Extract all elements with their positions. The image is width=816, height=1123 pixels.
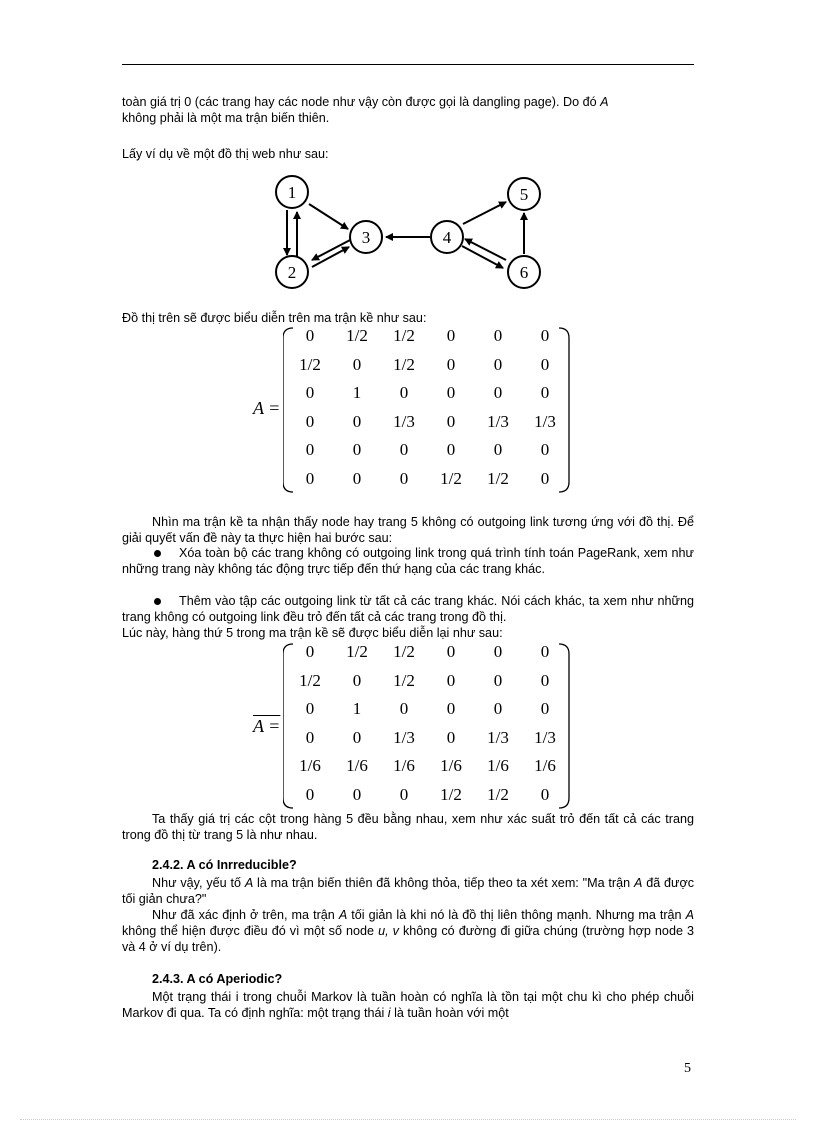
matrix-cell: 0 <box>305 784 315 804</box>
matrix-cell: 1/3 <box>534 411 556 431</box>
matrix-cell: 0 <box>493 670 503 690</box>
matrix-cell: 1/3 <box>393 727 415 747</box>
matrix-cell: 1/2 <box>346 326 368 345</box>
matrix-cell: 1/2 <box>393 670 415 690</box>
matrix-cell: 1/6 <box>393 756 415 775</box>
matrix-cell: 1/2 <box>393 642 415 661</box>
page-bottom-edge <box>20 1119 796 1120</box>
paragraph-example-intro: Lấy ví dụ về một đồ thị web như sau: <box>122 147 329 161</box>
matrix-cell: 0 <box>305 383 315 402</box>
matrix-cell: 0 <box>305 326 315 345</box>
paragraph-strongly-connected: Như đã xác định ở trên, ma trận A tối giản là khi nó là đồ thị liên thông mạnh. Nhưng ma trận A không thể hiện được điều đó vì một số node u, v không có đường đi giữa chúng (trường hợp node 3 và 4 ở ví dụ trên). <box>122 908 695 954</box>
matrix-cell: 0 <box>446 670 456 690</box>
svg-text:5: 5 <box>519 185 529 204</box>
matrix-cell: 1 <box>352 699 362 718</box>
matrix-cell: 0 <box>399 468 409 488</box>
matrix-cell: 1 <box>352 383 362 402</box>
page-number: 5 <box>684 1061 691 1076</box>
matrix-cell: 0 <box>305 727 315 747</box>
matrix-cell: 1/2 <box>487 784 509 804</box>
matrix-cell: 0 <box>493 440 503 459</box>
matrix-cell: 1/6 <box>534 756 556 775</box>
graph-node <box>508 256 540 288</box>
matrix-cell: 0 <box>352 784 362 804</box>
matrix-cell: 1/6 <box>346 756 368 775</box>
matrix-cell: 1/2 <box>299 670 321 690</box>
bullet-add-links: Thêm vào tập các outgoing link từ tất cả các trang khác. Nói cách khác, ta xem như những trang không có outgoing link đều trỏ đến tất cả các trang trong đồ thị. <box>122 594 694 624</box>
matrix-cell: 0 <box>540 784 550 804</box>
graph-node <box>508 178 540 210</box>
bullet-remove-pages: Xóa toàn bộ các trang không có outgoing link trong quá trình tính toán PageRank, xem như những trang này không tác động trực tiếp đến thứ hạng của các trang khác. <box>122 546 694 576</box>
matrix-a-label: A = <box>253 398 281 418</box>
matrix-cell: 1/3 <box>487 411 509 431</box>
matrix-cell: 1/3 <box>534 727 556 747</box>
matrix-cell: 0 <box>493 354 503 374</box>
matrix-cell: 0 <box>305 699 315 718</box>
matrix-cell: 0 <box>352 354 362 374</box>
matrix-a <box>283 324 571 496</box>
matrix-cell: 0 <box>540 642 550 661</box>
matrix-cell: 0 <box>399 383 409 402</box>
matrix-cell: 0 <box>305 468 315 488</box>
matrix-cell: 0 <box>446 699 456 718</box>
matrix-cell: 0 <box>540 468 550 488</box>
paragraph-dangling-node: Nhìn ma trận kề ta nhận thấy node hay trang 5 không có outgoing link tương ứng với đồ thị. Để giải quyết vấn đề này ta thực hiện hai bước sau: <box>122 515 694 545</box>
matrix-cell: 0 <box>446 383 456 402</box>
paragraph-aperiodic: Một trạng thái i trong chuỗi Markov là tuần hoàn có nghĩa là tồn tại một chu kì cho phép chuỗi Markov đi qua. Ta có định nghĩa: một trạng thái i là tuần hoàn với một <box>122 990 694 1020</box>
matrix-cell: 0 <box>399 784 409 804</box>
header-rule <box>122 64 694 65</box>
matrix-cell: 0 <box>446 727 456 747</box>
graph-node <box>431 221 463 253</box>
matrix-cell: 0 <box>493 642 503 661</box>
svg-text:3: 3 <box>361 228 371 247</box>
matrix-a-bar <box>283 640 571 812</box>
matrix-cell: 0 <box>352 670 362 690</box>
matrix-cell: 0 <box>446 411 456 431</box>
paragraph-dangling: toàn giá trị 0 (các trang hay các node như vậy còn được gọi là dangling page). Do đó A không phải là một ma trận biến thiên. <box>122 95 609 125</box>
matrix-cell: 1/6 <box>487 756 509 775</box>
matrix-cell: 0 <box>446 440 456 459</box>
matrix-cell: 0 <box>446 642 456 661</box>
graph-node <box>276 256 308 288</box>
matrix-cell: 1/2 <box>346 642 368 661</box>
graph-node <box>350 221 382 253</box>
matrix-cell: 1/6 <box>440 756 462 775</box>
matrix-cell: 0 <box>305 411 315 431</box>
matrix-cell: 0 <box>446 354 456 374</box>
matrix-cell: 0 <box>399 699 409 718</box>
matrix-cell: 1/3 <box>487 727 509 747</box>
paragraph-irreducible-question: Như vậy, yếu tố A là ma trận biến thiên đã không thỏa, tiếp theo ta xét xem: "Ma trận A đã được tối giản chưa?" <box>122 876 695 906</box>
svg-text:6: 6 <box>519 263 529 282</box>
paragraph-equal-probability: Ta thấy giá trị các cột trong hàng 5 đều bằng nhau, xem như xác suất trỏ đến tất cả các trang trong đồ thị từ trang 5 là như nhau. <box>122 812 694 842</box>
matrix-cell: 0 <box>305 642 315 661</box>
matrix-cell: 0 <box>493 383 503 402</box>
paragraph-row5: Lúc này, hàng thứ 5 trong ma trận kề sẽ được biểu diễn lại như sau: <box>122 626 503 640</box>
matrix-cell: 0 <box>399 440 409 459</box>
svg-text:1: 1 <box>287 183 297 202</box>
heading-irreducible: 2.4.2. A có Inrreducible? <box>152 858 297 872</box>
matrix-cell: 0 <box>352 727 362 747</box>
matrix-cell: 1/2 <box>440 468 462 488</box>
matrix-cell: 1/2 <box>299 354 321 374</box>
paragraph-matrix-intro: Đồ thị trên sẽ được biểu diễn trên ma trận kề như sau: <box>122 311 427 325</box>
matrix-cell: 0 <box>540 670 550 690</box>
matrix-cell: 1/2 <box>393 354 415 374</box>
graph-node <box>276 176 308 208</box>
matrix-cell: 0 <box>540 699 550 718</box>
web-graph-figure <box>262 172 552 294</box>
matrix-cell: 0 <box>352 440 362 459</box>
matrix-cell: 1/6 <box>299 756 321 775</box>
matrix-cell: 0 <box>540 354 550 374</box>
svg-text:2: 2 <box>287 263 297 282</box>
matrix-cell: 0 <box>493 699 503 718</box>
matrix-cell: 1/2 <box>393 326 415 345</box>
bullet-icon <box>154 598 161 605</box>
matrix-cell: 0 <box>540 326 550 345</box>
matrix-cell: 1/3 <box>393 411 415 431</box>
matrix-cell: 0 <box>446 326 456 345</box>
matrix-cell: 0 <box>352 411 362 431</box>
heading-aperiodic: 2.4.3. A có Aperiodic? <box>152 972 283 986</box>
matrix-cell: 0 <box>493 326 503 345</box>
matrix-cell: 0 <box>305 440 315 459</box>
bullet-icon <box>154 550 161 557</box>
svg-text:4: 4 <box>442 228 452 247</box>
matrix-cell: 1/2 <box>487 468 509 488</box>
matrix-a-bar-label: A = <box>253 716 281 736</box>
matrix-cell: 0 <box>352 468 362 488</box>
matrix-cell: 1/2 <box>440 784 462 804</box>
matrix-cell: 0 <box>540 440 550 459</box>
matrix-cell: 0 <box>540 383 550 402</box>
